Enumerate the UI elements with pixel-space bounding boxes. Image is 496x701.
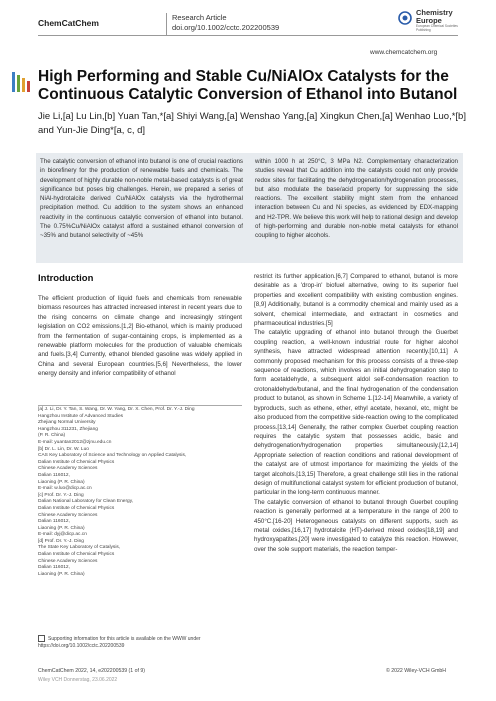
article-type: Research Article — [172, 13, 227, 22]
footer-copyright: © 2022 Wiley-VCH GmbH — [386, 668, 447, 674]
affiliation-line: Liaoning (P. R. China) — [38, 571, 85, 577]
affiliation-line: Dalian 116012, — [38, 472, 70, 478]
supporting-info-note[interactable] — [38, 635, 242, 649]
author-list: Jie Li,[a] Lu Lin,[b] Yuan Tan,*[a] Shiyi Wang,[a] Wenshao Yang,[a] Xingkun Chen,[a] Wenhao Luo,*[b] and Yun-Jie Ding*[a, c, d] — [38, 111, 466, 136]
affiliation-line: Dalian Institute of Chemical Physics — [38, 552, 115, 558]
affiliation-line: Chinese Academy Sciences — [38, 512, 98, 518]
abstract-left-column: The catalytic conversion of ethanol into butanol is one of crucial reactions in biorefinery for the production of renewable fuels and chemicals. The development of highly durable non-noble metal-based catalysts is of great significance but poses big challenges. Herein, we prepared a series of NiAl-hydrotalcite derived Cu/NiAlOx catalysts via the hydrothermal precipitation method. Cu addition to the system shows an enhanced reactivity in the continuous catalytic conversion of ethanol into butanol. The 0.75%Cu/NiAlOx catalyst afford a sustained ethanol conversion of ~35% and butanol selectivity of ~45% — [40, 158, 243, 240]
affiliation-line: Chinese Academy Sciences — [38, 466, 98, 472]
affiliation-line: Dalian 116012, — [38, 519, 70, 525]
affiliation-line: CAS Key Laboratory of Science and Technology on Applied Catalysis, — [38, 453, 187, 459]
affiliation-line: Dalian National Laboratory for Clean Energy, — [38, 499, 134, 505]
article-title: High Performing and Stable Cu/NiAlOx Catalysts for the Continuous Catalytic Conversion of Ethanol into Butanol — [38, 68, 458, 103]
journal-name: ChemCatChem — [38, 18, 99, 28]
header-rule — [38, 35, 458, 36]
affiliation-email-link[interactable]: E-mail: w.luo@dicp.ac.cn — [38, 486, 92, 492]
affiliation-line: Liaoning (P. R. China) — [38, 525, 85, 531]
logo-text-europe: Europe — [416, 16, 442, 25]
affiliation-line: Zhejiang Normal University — [38, 420, 96, 426]
article-doi-link[interactable]: doi.org/10.1002/cctc.202200539 — [172, 23, 280, 32]
affiliation-line: Dalian Institute of Chemical Physics — [38, 459, 115, 465]
affiliation-line: (P. R. China) — [38, 433, 66, 439]
supporting-info-icon — [38, 635, 45, 642]
abstract-right-column: within 1000 h at 250°C, 3 MPa N2. Complementary characterization studies reveal that Cu addition into the catalysts could not only provide redox sites for facilitating the dehydrogenation/hydrogenation processes, but also modulate the base/acid property for suppressing the side reactions. The excellent stability might stem from the enhanced interaction between Cu and Ni species, as evidenced by EDX-mapping and H2-TPR. We believe this work will help to rational design and develop of high-performing and durable non-noble metal catalysts for ethanol coupling to higher alcohols. — [255, 158, 458, 240]
affiliation-line: Hangzhou Institute of Advanced Studies — [38, 413, 124, 419]
logo-text-subtitle: European Chemical Societies Publishing — [416, 24, 458, 32]
affiliation-line: [a] J. Li, Dr. Y. Tan, S. Wang, Dr. W. Yang, Dr. X. Chen, Prof. Dr. Y.-J. Ding — [38, 407, 195, 412]
affiliation-line: [b] Dr. L. Lin, Dr. W. Luo — [38, 446, 89, 452]
affiliation-line: The State Key Laboratory of Catalysis, — [38, 545, 121, 551]
affiliation-email-link[interactable]: E-mail: dyj@dicp.ac.cn — [38, 532, 87, 538]
footer-timestamp: Wiley VCH Donnerstag, 23.06.2022 — [38, 677, 118, 683]
logo-text-chemistry: Chemistry — [416, 8, 453, 17]
open-access-bars-icon — [12, 72, 36, 92]
intro-left-column: The efficient production of liquid fuels and chemicals from renewable biomass resources has attracted increased interest in recent years due to the rising concerns on climate change and increasingly stringent legislation on CO2 emissions.[1,2] Bio-ethanol, which is mainly produced from the fermentation of sugar-containing crops, is implemented as a renewable platform molecules for the production of valuable chemicals and fuels.[3,4] Currently, ethanol blended gasoline was widely applied in China and several European countries.[5,6] Nevertheless, the lower energy density and inferior compatibility of ethanol — [38, 295, 242, 378]
affiliations-rule — [38, 405, 242, 406]
affiliation-line: Liaoning (P. R. China) — [38, 479, 85, 485]
affiliation-line: Hangzhou 311231, Zhejiang — [38, 426, 98, 432]
affiliation-line: [c] Prof. Dr. Y.-J. Ding — [38, 492, 84, 498]
affiliation-email-link[interactable]: E-mail: yuantan2012@zjnu.edu.cn — [38, 439, 112, 445]
chemistry-europe-logo-icon[interactable] — [398, 11, 412, 25]
affiliations — [38, 407, 242, 578]
affiliation-line: Dalian 116012, — [38, 565, 70, 571]
affiliation-line: Chinese Academy Sciences — [38, 558, 98, 564]
footer-citation: ChemCatChem 2022, 14, e202200539 (1 of 9) — [38, 668, 145, 674]
affiliation-line: Dalian Institute of Chemical Physics — [38, 505, 115, 511]
affiliation-line: [d] Prof. Dr. Y.-J. Ding — [38, 538, 84, 544]
supporting-info-text[interactable]: Supporting information for this article is available on the WWW under https://doi.org/10.1002/cctc.202200539 — [38, 635, 201, 649]
journal-website-link[interactable]: www.chemcatchem.org — [370, 49, 438, 56]
header-divider — [166, 13, 167, 35]
intro-right-column: restrict its further application.[6,7] Compared to ethanol, butanol is more desirable as a 'drop-in' biofuel alternative, owing to its superior fuel properties and excellent compatibility with existing combustion engines.[8,9] Additionally, butanol is a commodity chemical and mainly used as a solvent, chemical intermediate, and extractant in cosmetics and pharmaceutical industries.[5] The catalytic upgrading of ethanol into butanol through the Guerbet coupling reaction, a well-known industrial route for higher alcohol synthesis, have attracted widespread attention recently.[10,11] A commonly proposed mechanism for this process consists of a three-step sequence of reactions, which involves an initial dehydrogenation step to form acetaldehyde, a subsequent aldol self-condensation reaction to crotonaldehyde/butanal, and the final hydrogenation of the condensation product to butanol, as shown in Scheme 1.[12-14] Meanwhile, a variety of byproducts, such as ethene, ether, ethyl acetate, hexanol, etc, might be also produced from the competitive side-reaction owing to the complicated process.[13,14] Generally, the rather complex Guerbet coupling reaction requires the catalytic system that possesses acidic, basic and dehydrogenation/hydrogenation properties simultaneously.[12,14] Appropriate selection of reaction conditions and rational development of the catalyst are of utmost importance for maximizing the yields of the target alcohols.[13,15] Therefore, a great challenge still lies in the rational design of multifunctional catalyst system for efficient production of butanol, particular in the long-term continuous manner. The catalytic conversion of ethanol to butanol through Guerbet coupling reaction is generally performed at a temperature in the range of 200 to 450°C.[16-20] Heterogeneous catalysts on different supports, such as metal oxides,[16,17] hydrotalcite (HT)-derived mixed oxides[18,19] and hydroxyapatites,[20] were investigated to catalyze this reaction. However, over the sole support materials, the reaction temper- — [254, 273, 458, 553]
abstract-box — [36, 153, 463, 263]
section-heading-introduction: Introduction — [38, 273, 94, 284]
